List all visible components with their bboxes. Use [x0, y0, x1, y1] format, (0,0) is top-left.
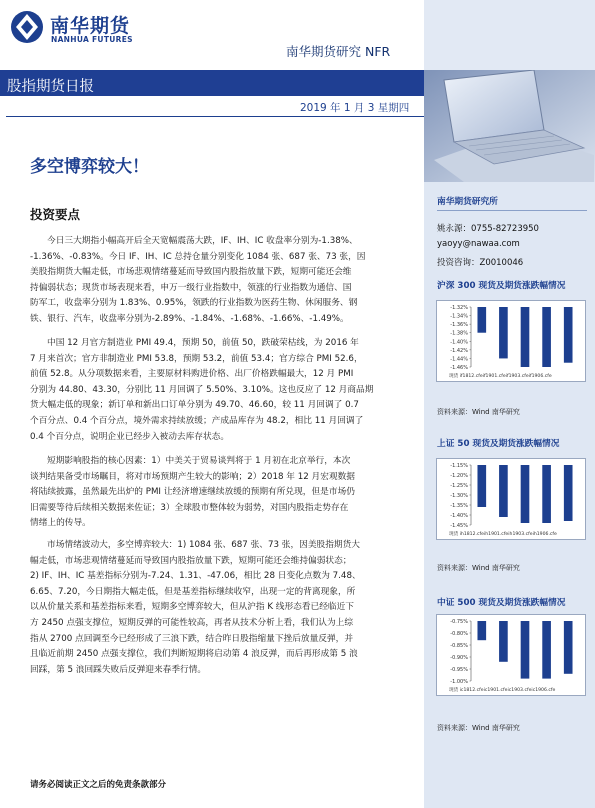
chart-zz500 [436, 614, 586, 696]
chart-title-zz500: 中证 500 现货及期货涨跌幅情况 [437, 598, 566, 608]
y-tick-label: -1.36% [450, 322, 468, 329]
y-tick-label: -0.90% [450, 655, 468, 661]
report-type-title: 股指期货日报 [7, 79, 94, 95]
y-tick-label: -1.42% [450, 347, 468, 354]
y-tick-label: -1.25% [450, 483, 468, 489]
nanhua-logo-icon [10, 10, 44, 44]
chart-zz500-svg [437, 615, 585, 695]
paragraph-line: 美股指期货大幅走低，市场悲观情绪蔓延而导致国内股指放量下跌，短期可能还会维 [30, 267, 352, 278]
bar-ic1903.cfe [542, 621, 551, 679]
bar-ic1901.cfe [521, 621, 530, 679]
y-tick-label: -1.46% [450, 365, 468, 371]
chart-source-hs300: 资料来源：Wind 南华研究 [437, 408, 520, 416]
paragraph-line: 以从价量关系和基差指标来看，短期多空博弈较大，但从沪指 K 线形态看已经临近下 [30, 602, 354, 613]
x-axis-labels: 现货 ic1812.cfeic1901.cfeic1903.cfeic1906.cfe [449, 688, 556, 693]
bar-ic1906.cfe [564, 621, 573, 674]
x-axis-labels: 现货 if1812.cfeif1901.cfeif1903.cfeif1906.cfe [449, 374, 552, 379]
y-tick-label: -1.34% [450, 313, 468, 320]
bar-ih1906.cfe [564, 465, 573, 521]
sidebar-institute: 南华期货研究所 [437, 197, 498, 207]
paragraph-line: 今日三大期指小幅高开后全天宽幅震荡大跌，IF、IH、IC 收盘率分别为-1.38%、 [47, 236, 358, 246]
y-tick-label: -1.40% [450, 339, 468, 346]
bar-ih1903.cfe [542, 465, 551, 523]
bar-ih1901.cfe [521, 465, 530, 523]
paragraph-line: 中国 12 月官方制造业 PMI 49.4，预期 50，前值 50，跌破荣枯线，为 2016 年 [47, 338, 359, 348]
bar-ih1812.cfe [499, 465, 508, 517]
analyst-license: 投资咨询：Z0010046 [437, 258, 524, 268]
bar-if1906.cfe [564, 307, 573, 363]
paragraph-line: 方 2450 点强支撑位，短期反弹的可能性较高，再者从技术分析上看，我们认为上综 [30, 617, 354, 628]
chart-title-hs300: 沪深 300 现货及期货涨跌幅情况 [437, 281, 566, 291]
y-tick-label: -0.95% [450, 667, 468, 673]
chart-hs300-svg [437, 301, 585, 381]
y-tick-label: -1.20% [450, 473, 468, 479]
logo-text-en: NANHUA FUTURES [51, 35, 133, 44]
y-tick-label: -1.32% [450, 305, 468, 311]
analyst-phone: 姚永源：0755-82723950 [437, 224, 539, 234]
paragraph-line: 7 月来首次；官方非制造业 PMI 53.8，预期 53.2，前值 53.4；官方综合 PMI 52.6， [30, 353, 363, 364]
bar-现货 [477, 307, 486, 333]
y-tick-label: -1.44% [450, 356, 468, 363]
paragraph-3 [30, 454, 414, 532]
paragraph-line: 市场情绪波动大，多空博弈较大：1) 1084 张、687 张、73 张，因美股指期货大 [47, 540, 360, 550]
section-title: 投资要点 [30, 207, 81, 222]
report-date: 2019 年 1 月 3 星期四 [300, 102, 410, 114]
paragraph-line: 将陆续披露，虽然最先出炉的 PMI 让经济增速继续放缓的预期有所兑现，但是市场仍 [30, 487, 355, 498]
report-banner [0, 70, 424, 96]
paragraph-line: 情绪上的传导。 [30, 518, 91, 529]
institute-label: 南华期货研究 NFR [286, 44, 391, 59]
paragraph-line: -1.36%、-0.83%。今日 IF、IH、IC 总持仓量分别变化 1084 张、687 张、73 张，因 [30, 251, 366, 262]
chart-title-sz50: 上证 50 现货及期货涨跌幅情况 [437, 439, 560, 449]
chart-hs300 [436, 300, 586, 382]
y-tick-label: -1.30% [450, 493, 468, 499]
y-tick-label: -0.85% [450, 643, 468, 649]
logo-text-cn: 南华期货 [50, 15, 131, 37]
laptop-photo [424, 70, 595, 182]
paragraph-line: 幅走低，市场悲观情绪蔓延而导致国内股指放量下跌，短期可能还会维持偏弱状态； [30, 555, 352, 566]
paragraph-line: 分别为 44.80、43.30，分别比 11 月回调了 5.50%、3.10%。这也反应了 12 月商品期 [30, 384, 374, 395]
bar-现货 [477, 621, 486, 640]
paragraph-line: 旧需要等待后续相关数据来佐证；3）全球股市整体较为弱势，对国内股指走势存在 [30, 502, 349, 513]
bar-现货 [477, 465, 486, 507]
paragraph-1 [30, 234, 414, 328]
chart-sz50-svg [437, 459, 585, 539]
paragraph-line: 货大幅走低的现象；新订单和新出口订单分别为 49.70、46.60，较 11 月回调了 0.7 [30, 400, 359, 411]
logo [10, 8, 150, 48]
paragraph-line: 回踩，第 5 浪回踩失败后反弹迎来春季行情。 [30, 664, 207, 675]
paragraph-line: 0.4 个百分点，说明企业已经步入被动去库存状态。 [30, 431, 230, 442]
headline: 多空博弈较大！ [30, 157, 149, 177]
sidebar-header-area [424, 0, 595, 70]
laptop-image [424, 70, 595, 182]
paragraph-line: 个百分点、0.4 个百分点，境外需求持续放缓；产成品库存为 48.2，相比 11 月回调了 [30, 415, 364, 426]
y-tick-label: -1.15% [450, 463, 468, 469]
paragraph-line: 6.65、7.20，今日期指大幅走低，但是基差指标继续收窄，出现一定的背离现象，所 [30, 586, 356, 597]
chart-source-sz50: 资料来源：Wind 南华研究 [437, 564, 520, 572]
bar-if1901.cfe [521, 307, 530, 367]
paragraph-line: 防军工，收盘率分别为 1.83%、0.95%，领跌的行业指数为医药生物、休闲服务、钢 [30, 298, 358, 309]
paragraph-line: 且临近前期 2450 点强支撑位，我们判断短期将启动第 4 浪反弹，而后再形成第 5 浪 [30, 649, 358, 660]
paragraph-line: 前值 52.8。从分项数据来看，主要原材料购进价格、出厂价格跌幅最大，12 月 PMI [30, 369, 354, 380]
analyst-email[interactable]: yaoyy@nawaa.com [437, 239, 520, 249]
disclaimer-footer: 请务必阅读正文之后的免责条款部分 [30, 780, 167, 790]
paragraph-line: 2) IF、IH、IC 基差指标分别为-7.24、1.31、-47.06，相比 28 日变化点数为 7.48、 [30, 571, 361, 582]
y-tick-label: -1.35% [450, 503, 468, 509]
paragraph-line: 谈判结果备受市场瞩目，将对市场预期产生较大的影响；2）2018 年 12 月宏观数据 [30, 471, 355, 482]
paragraph-line: 指从 2700 点回调至今已经形成了三浪下跌，结合昨日股指缩量下挫后放量反弹，并 [30, 633, 354, 644]
bar-ic1812.cfe [499, 621, 508, 662]
chart-sz50 [436, 458, 586, 540]
chart-source-zz500: 资料来源：Wind 南华研究 [437, 724, 520, 732]
y-tick-label: -1.00% [450, 679, 468, 685]
bar-if1812.cfe [499, 307, 508, 358]
paragraph-2 [30, 336, 414, 445]
y-tick-label: -0.80% [450, 631, 468, 637]
x-axis-labels: 现货 ih1812.cfeih1901.cfeih1903.cfeih1906.cfe [449, 532, 557, 537]
paragraph-line: 短期影响股指的核心因素：1）中美关于贸易谈判将于 1 月初在北京举行，本次 [47, 456, 351, 466]
sidebar-divider [437, 210, 587, 211]
y-tick-label: -0.75% [450, 619, 468, 625]
bar-if1903.cfe [542, 307, 551, 367]
paragraph-line: 铁、银行、汽车，收盘率分别为-2.89%、-1.84%、-1.68%、-1.66%、-1.49%。 [30, 313, 349, 324]
paragraph-4 [30, 538, 414, 678]
y-tick-label: -1.38% [450, 330, 468, 337]
y-tick-label: -1.45% [450, 523, 468, 529]
paragraph-line: 持偏弱状态；现货市场表现来看，申万一级行业指数中，领涨的行业指数为通信、国 [30, 282, 352, 293]
date-divider [6, 116, 424, 117]
y-tick-label: -1.40% [450, 513, 468, 519]
